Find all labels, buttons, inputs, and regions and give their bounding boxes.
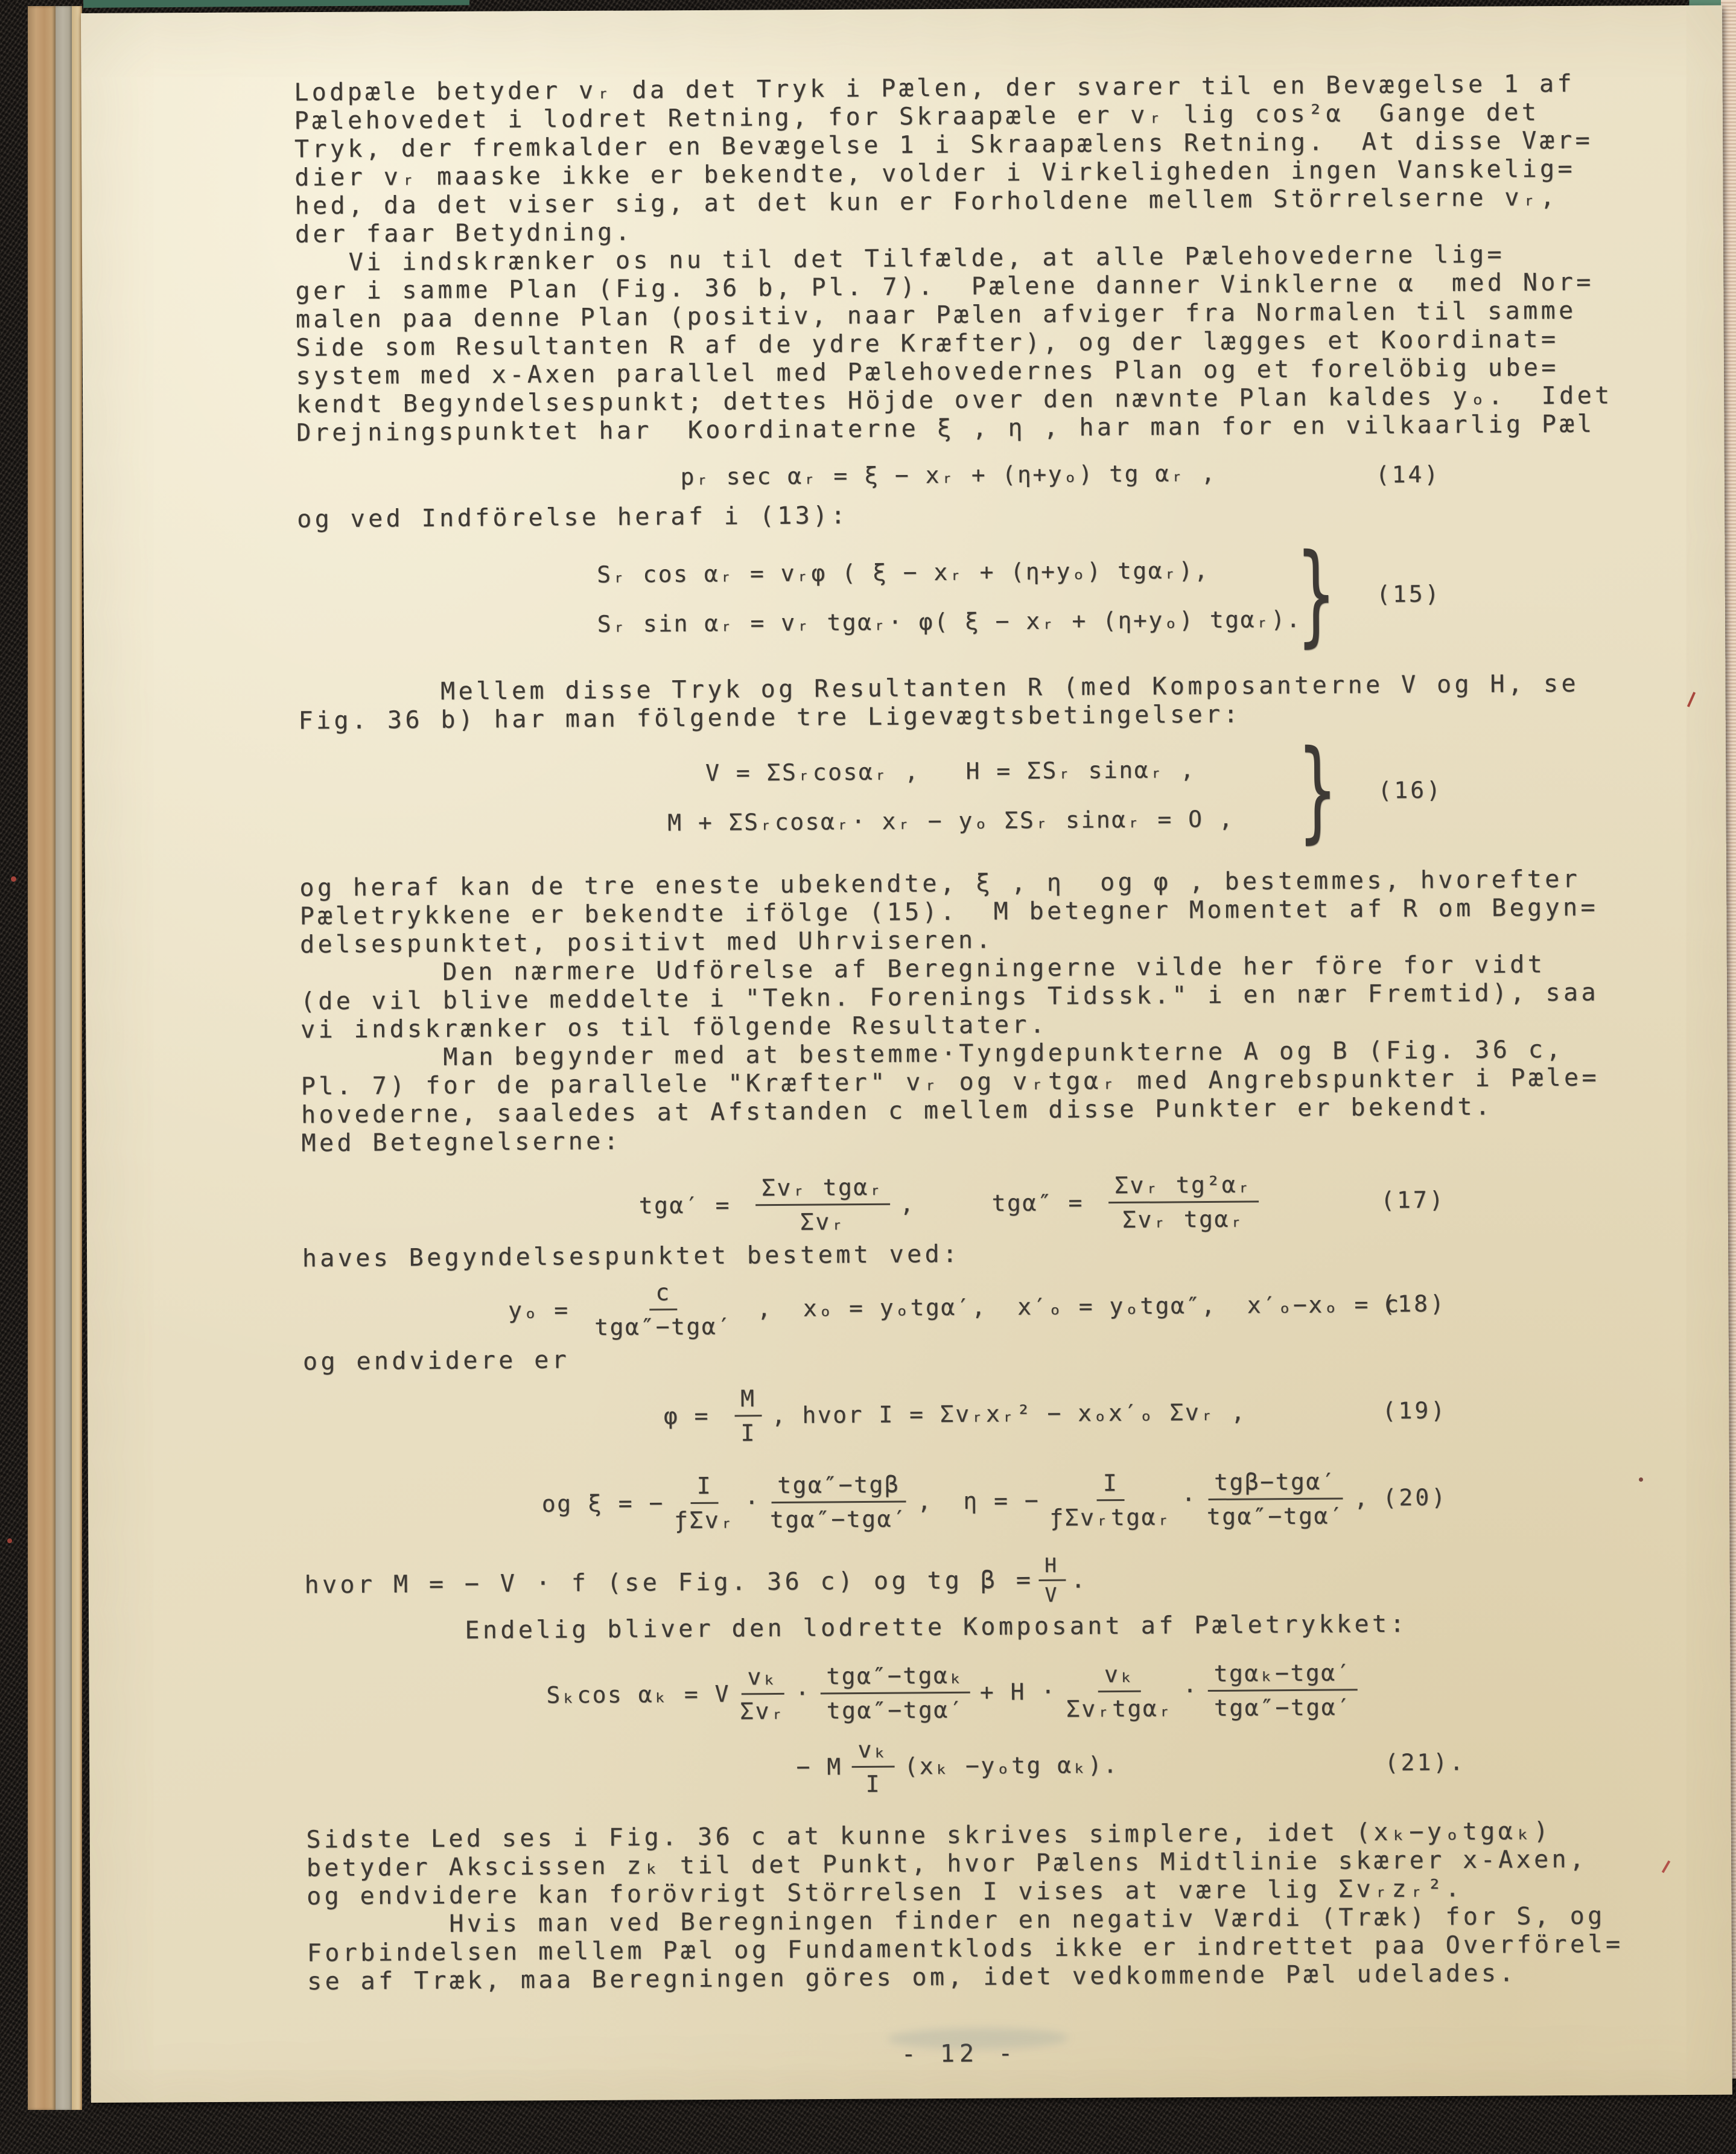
text-line: system med x-Axen parallel med Pælehovedernes Plan og et forelöbig ube= [296,353,1559,390]
fraction [1206,1468,1344,1530]
multiplication-dot: · [745,1488,760,1515]
equation-16-line2: M + ΣSᵣcosαᵣ· xᵣ − yₒ ΣSᵣ sinαᵣ = O , [667,805,1235,836]
equation-15-line1: Sᵣ cos αᵣ = vᵣφ ( ξ − xᵣ + (η+yₒ) tgαᵣ), [596,556,1210,588]
paragraph-2 [295,240,1613,447]
fraction-denominator: V [1044,1582,1060,1607]
text-segment: . [1070,1565,1089,1594]
equation-14-number: (14) [1375,460,1441,488]
fraction [1207,1659,1358,1721]
fraction-denominator: tgα″−tgα′ [826,1696,965,1724]
text-segment: hvor M = − V · f (se Fig. 36 c) og tg β = [304,1566,1034,1599]
paragraph-5 [300,950,1604,1044]
equation-19-number: (19) [1382,1397,1448,1424]
text-line: haves Begyndelsespunktet bestemt ved: [302,1240,961,1273]
fraction [755,1173,891,1235]
text-line: Pælehovedet i lodret Retning, for Skraapæle er vᵣ lig cos²α Gange det [294,98,1540,135]
equation-20-part: , η = − [917,1486,1040,1514]
equation-19-lhs: φ = [663,1402,725,1429]
fraction [594,1278,733,1340]
fraction [820,1662,970,1724]
multiplication-dot: · [795,1680,811,1707]
equation-17 [302,1165,1606,1241]
green-cover-sliver-top-left [83,0,469,8]
fraction-denominator: Σvᵣ [739,1697,786,1724]
text-line: vi indskrænker os til fölgende Resultater. [300,1010,1048,1044]
fraction-denominator: ƒΣvᵣtgαᵣ [1049,1503,1172,1531]
ink-speck [1639,1477,1643,1482]
equation-20-number: (20) [1382,1483,1448,1511]
equation-16 [299,725,1603,855]
page-edge-stack-inner [72,6,82,2110]
equation-21-line1 [305,1651,1609,1733]
fraction-numerator: Σvᵣ tg²αᵣ [1108,1171,1259,1203]
equation-21-part: (xₖ −yₒtg αₖ). [904,1751,1119,1780]
ink-speck [11,876,16,882]
text-line: dier vᵣ maaske ikke er bekendte, volder i Virkeligheden ingen Vanskelig= [294,155,1576,192]
fraction [851,1736,894,1797]
page-edge-stack-outer [28,6,56,2110]
text-line-with-fraction [304,1554,1607,1607]
right-brace: } [1297,725,1340,855]
paragraph-4 [299,865,1603,959]
text-line: Med Betegnelserne: [301,1127,622,1158]
fraction-numerator: vₖ [741,1663,784,1694]
fraction-denominator: ƒΣvᵣ [673,1506,736,1534]
equation-21-part: + H · [979,1678,1057,1706]
text-line: Side som Resultanten R af de ydre Kræfter), og der lægges et Koordinat= [296,325,1559,362]
text-line: malen paa denne Plan (positiv, naar Pælen afviger fra Normalen til samme [295,296,1577,334]
text-line: delsespunktet, positivt med Uhrviseren. [299,926,994,959]
equation-20-part: og ξ = − [541,1489,664,1517]
paragraph-6 [300,1035,1604,1158]
text-line: Pæletrykkene er bekendte ifölge (15). M betegner Momentet af R om Begyn= [299,893,1599,931]
fraction [1108,1171,1259,1233]
fraction-numerator: H [1038,1554,1066,1581]
fraction-denominator: tgα″−tgα′ [769,1505,908,1533]
equation-19 [303,1378,1607,1450]
fraction-denominator: Σvᵣtgαᵣ [1066,1694,1174,1722]
text-line: Endelig bliver den lodrette Komposant af Pæletrykket: [304,1610,1408,1646]
equation-18-number: (18) [1381,1290,1446,1318]
fraction-numerator: vₖ [1098,1660,1141,1692]
equation-18-rest: , xₒ = yₒtgα′, x′ₒ = yₒtgα″, x′ₒ−xₒ = c [742,1290,1401,1322]
fraction-denominator: Σvᵣ tgαᵣ [1122,1205,1245,1233]
fraction [1066,1660,1173,1722]
text-line: Lodpæle betyder vᵣ da det Tryk i Pælen, der svarer til en Bevægelse 1 af [294,69,1575,107]
equation-17-mid: , tgα″ = [900,1188,1099,1217]
text-line: og endvidere kan forövrigt Störrelsen I vises at være lig Σvᵣzᵣ². [306,1875,1463,1911]
fraction-numerator: tgα″−tgαₖ [820,1662,970,1694]
fraction-numerator: tgα″−tgβ [771,1471,906,1503]
equation-20 [304,1461,1607,1540]
text-line: og ved Indförelse heraf i (13): [297,502,849,534]
fraction-numerator: I [1097,1469,1125,1500]
equation-18-lhs: yₒ = [507,1296,585,1324]
equation-17-lhs: tgα′ = [638,1191,746,1219]
equation-19-rest: , hvor I = Σvᵣxᵣ² − xₒx′ₒ Σvᵣ , [771,1398,1247,1429]
right-brace: } [1296,529,1338,658]
text-line: og endvidere er [302,1346,570,1376]
page-number: - 12 - [901,2039,1018,2068]
fraction-denominator: I [865,1770,882,1797]
fraction [734,1385,762,1446]
text-line: Fig. 36 b) har man fölgende tre Ligevægtsbetingelser: [298,700,1242,735]
paragraph-1 [294,69,1598,249]
text-line: Forbindelsen mellem Pæl og Fundamentklods ikke er indrettet paa Overförel= [307,1930,1624,1968]
fraction-denominator: tgα″−tgα′ [1213,1693,1352,1721]
text-line: Mellem disse Tryk og Resultanten R (med Komposanterne V og H, se [298,669,1580,707]
fraction [769,1471,908,1533]
equation-21-part: Sₖcos αₖ = V [546,1680,731,1709]
fraction-numerator: c [649,1279,677,1310]
equation-16-body [667,745,1234,848]
paragraph-3 [298,669,1602,735]
equation-14 [297,456,1600,499]
text-line: (de vil blive meddelte i "Tekn. Forenings Tidssk." i en nær Fremtid), saa [300,978,1600,1016]
text-line: Tryk, der fremkalder en Bevægelse 1 i Skraapælens Retning. At disse Vær= [294,126,1594,164]
text-line: Pl. 7) for de parallele "Kræfter" vᵣ og vᵣtgαᵣ med Angrebspunkter i Pæle= [300,1063,1600,1101]
document-page [81,5,1732,2103]
equation-18 [302,1271,1606,1343]
fraction [1038,1554,1066,1605]
equation-21-part: − M [796,1753,842,1780]
fraction-numerator: Σvᵣ tgαᵣ [755,1173,890,1206]
equation-15 [297,529,1601,658]
fraction-numerator: tgαₖ−tgα′ [1207,1659,1358,1692]
equation-15-body [597,545,1302,649]
equation-21-number: (21). [1384,1748,1466,1776]
fraction [740,1663,786,1724]
text-line: og heraf kan de tre eneste ubekendte, ξ , η og φ , bestemmes, hvorefter [299,865,1581,902]
equation-21-line2 [305,1730,1609,1802]
text-line: kendt Begyndelsespunkt; dettes Höjde over den nævnte Plan kaldes yₒ. Idet [296,381,1613,419]
fraction-numerator: M [734,1385,762,1416]
equation-15-number: (15) [1376,580,1442,608]
typewritten-text [294,69,1624,2073]
equation-14-body: pᵣ sec αᵣ = ξ − xᵣ + (η+yₒ) tg αᵣ , [680,459,1216,491]
fraction-numerator: I [691,1472,719,1503]
text-line: Man begynder med at bestemme·Tyngdepunkterne A og B (Fig. 36 c, [300,1035,1564,1072]
fraction-numerator: vₖ [851,1736,894,1767]
fraction-denominator: tgα″−tgα′ [594,1313,733,1340]
fraction-numerator: tgβ−tgα′ [1208,1468,1343,1500]
fraction-denominator: Σvᵣ [800,1208,847,1235]
fraction-denominator: tgα″−tgα′ [1206,1502,1345,1530]
fraction-denominator: I [740,1419,757,1446]
equation-17-number: (17) [1380,1186,1446,1214]
page-edge-stack-middle [56,6,72,2110]
equation-16-number: (16) [1378,776,1443,804]
multiplication-dot: · [1181,1485,1197,1512]
multiplication-dot: · [1183,1677,1198,1704]
fraction [673,1472,735,1534]
text-line: Vi indskrænker os nu til det Tilfælde, at alle Pælehovederne lig= [295,240,1505,277]
equation-20-part: , [1353,1484,1370,1511]
text-line: betyder Akscissen zₖ til det Punkt, hvor Pælens Midtlinie skærer x-Axen, [306,1845,1588,1882]
text-line: hovederne, saaledes at Afstanden c mellem disse Punkter er bekendt. [300,1092,1493,1129]
equation-15-line2: Sᵣ sin αᵣ = vᵣ tgαᵣ· φ( ξ − xᵣ + (η+yₒ) tgαᵣ). [597,605,1302,638]
ink-speck [7,1538,12,1543]
text-line: se af Træk, maa Beregningen göres om, idet vedkommende Pæl udelades. [307,1959,1517,1996]
text-line: der faar Betydning. [294,218,634,249]
text-line: ger i samme Plan (Fig. 36 b, Pl. 7). Pælene danner Vinklerne α med Nor= [295,268,1594,305]
text-line: Den nærmere Udförelse af Beregningerne vilde her före for vidt [300,951,1546,987]
text-line: hed, da det viser sig, at det kun er Forholdene mellem Störrelserne vᵣ, [294,183,1558,220]
equation-16-line1: V = ΣSᵣcosαᵣ , H = ΣSᵣ sinαᵣ , [705,756,1196,786]
text-line: Hvis man ved Beregningen finder en negativ Værdi (Træk) for S, og [307,1902,1606,1939]
paragraph-7 [306,1817,1610,1911]
text-line: Sidste Led ses i Fig. 36 c at kunne skrives simplere, idet (xₖ−yₒtgαₖ) [306,1817,1552,1854]
paragraph-8 [307,1902,1624,1996]
text-line: Drejningspunktet har Koordinaterne ξ , η , har man for en vilkaarlig Pæl [296,410,1595,447]
fraction [1049,1469,1172,1531]
